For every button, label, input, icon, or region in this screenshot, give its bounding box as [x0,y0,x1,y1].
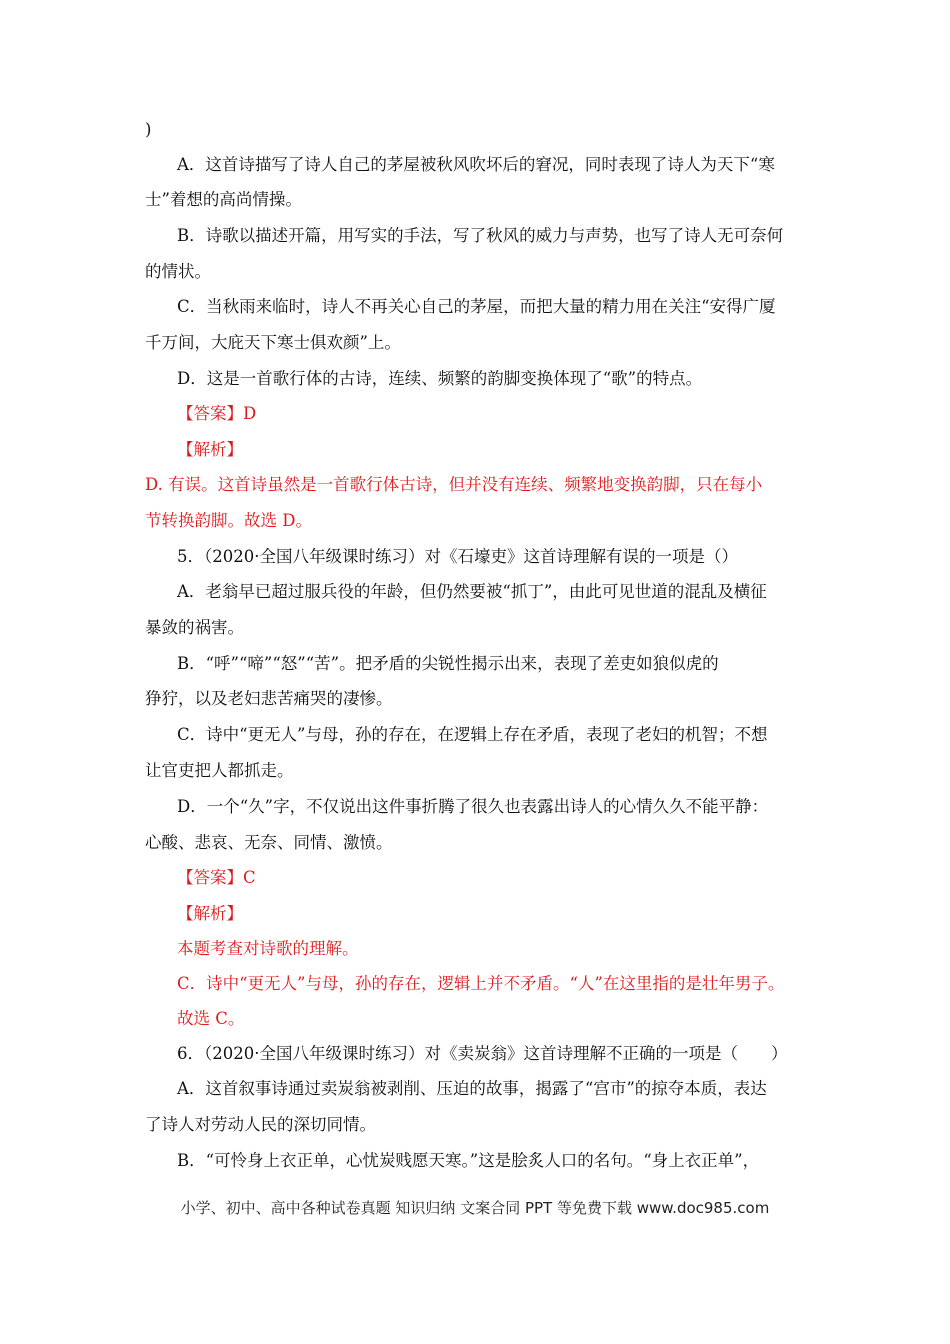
option-a-line: A．这首诗描写了诗人自己的茅屋被秋风吹坏后的窘况，同时表现了诗人为天下“寒 [177,155,775,174]
question-5: 5．（2020·全国八年级课时练习）对《石壕吏》这首诗理解有误的一项是（） [177,547,738,566]
analysis-text: D. 有误。这首诗虽然是一首歌行体古诗，但并没有连续、频繁地变换韵脚，只在每小 [145,475,763,494]
answer-line: 【答案】C [177,868,256,887]
option-d-line: D．这是一首歌行体的古诗，连续、频繁的韵脚变换体现了“歌”的特点。 [177,369,703,388]
text-line: ) [145,120,152,139]
option-a-line: A．这首叙事诗通过卖炭翁被剥削、压迫的故事，揭露了“宫市”的掠夺本质，表达 [177,1079,767,1098]
text-line: 了诗人对劳动人民的深切同情。 [145,1115,376,1134]
analysis-heading: 【解析】 [177,440,243,459]
option-c-line: C．诗中“更无人”与母，孙的存在，在逻辑上存在矛盾，表现了老妇的机智；不想 [177,725,768,744]
text-line: 暴敛的祸害。 [145,618,244,637]
text-line: 狰狞，以及老妇悲苦痛哭的凄惨。 [145,689,393,708]
analysis-text: 故选 C。 [177,1009,245,1028]
option-c-line: C．当秋雨来临时，诗人不再关心自己的茅屋，而把大量的精力用在关注“安得广厦 [177,297,776,316]
answer-line: 【答案】D [177,404,257,423]
text-line: 的情状。 [145,262,211,281]
analysis-text: 节转换韵脚。故选 D。 [145,511,312,530]
analysis-text: 本题考查对诗歌的理解。 [177,939,359,958]
option-b-line: B．“可怜身上衣正单，心忧炭贱愿天寒。”这是脍炙人口的名句。“身上衣正单”， [177,1151,760,1170]
option-a-line: A．老翁早已超过服兵役的年龄，但仍然要被“抓丁”，由此可见世道的混乱及横征 [177,582,767,601]
text-line: 心酸、悲哀、无奈、同情、激愤。 [145,833,393,852]
analysis-heading: 【解析】 [177,904,243,923]
option-d-line: D．一个“久”字，不仅说出这件事折腾了很久也表露出诗人的心情久久不能平静： [177,797,769,816]
option-b-line: B．“呼”“啼”“怒”“苦”。把矛盾的尖锐性揭示出来，表现了差吏如狼似虎的 [177,654,719,673]
question-6: 6．（2020·全国八年级课时练习）对《卖炭翁》这首诗理解不正确的一项是（ ） [177,1044,788,1063]
page-footer: 小学、初中、高中各种试卷真题 知识归纳 文案合同 PPT 等免费下载 www.doc985.com [180,1199,770,1217]
option-b-line: B．诗歌以描述开篇，用写实的手法，写了秋风的威力与声势，也写了诗人无可奈何 [177,226,784,245]
text-line: 千万间，大庇天下寒士俱欢颜”上。 [145,333,401,352]
analysis-text: C．诗中“更无人”与母，孙的存在，逻辑上并不矛盾。“人”在这里指的是壮年男子。 [177,974,785,993]
text-line: 士”着想的高尚情操。 [145,190,302,209]
text-line: 让官吏把人都抓走。 [145,761,294,780]
